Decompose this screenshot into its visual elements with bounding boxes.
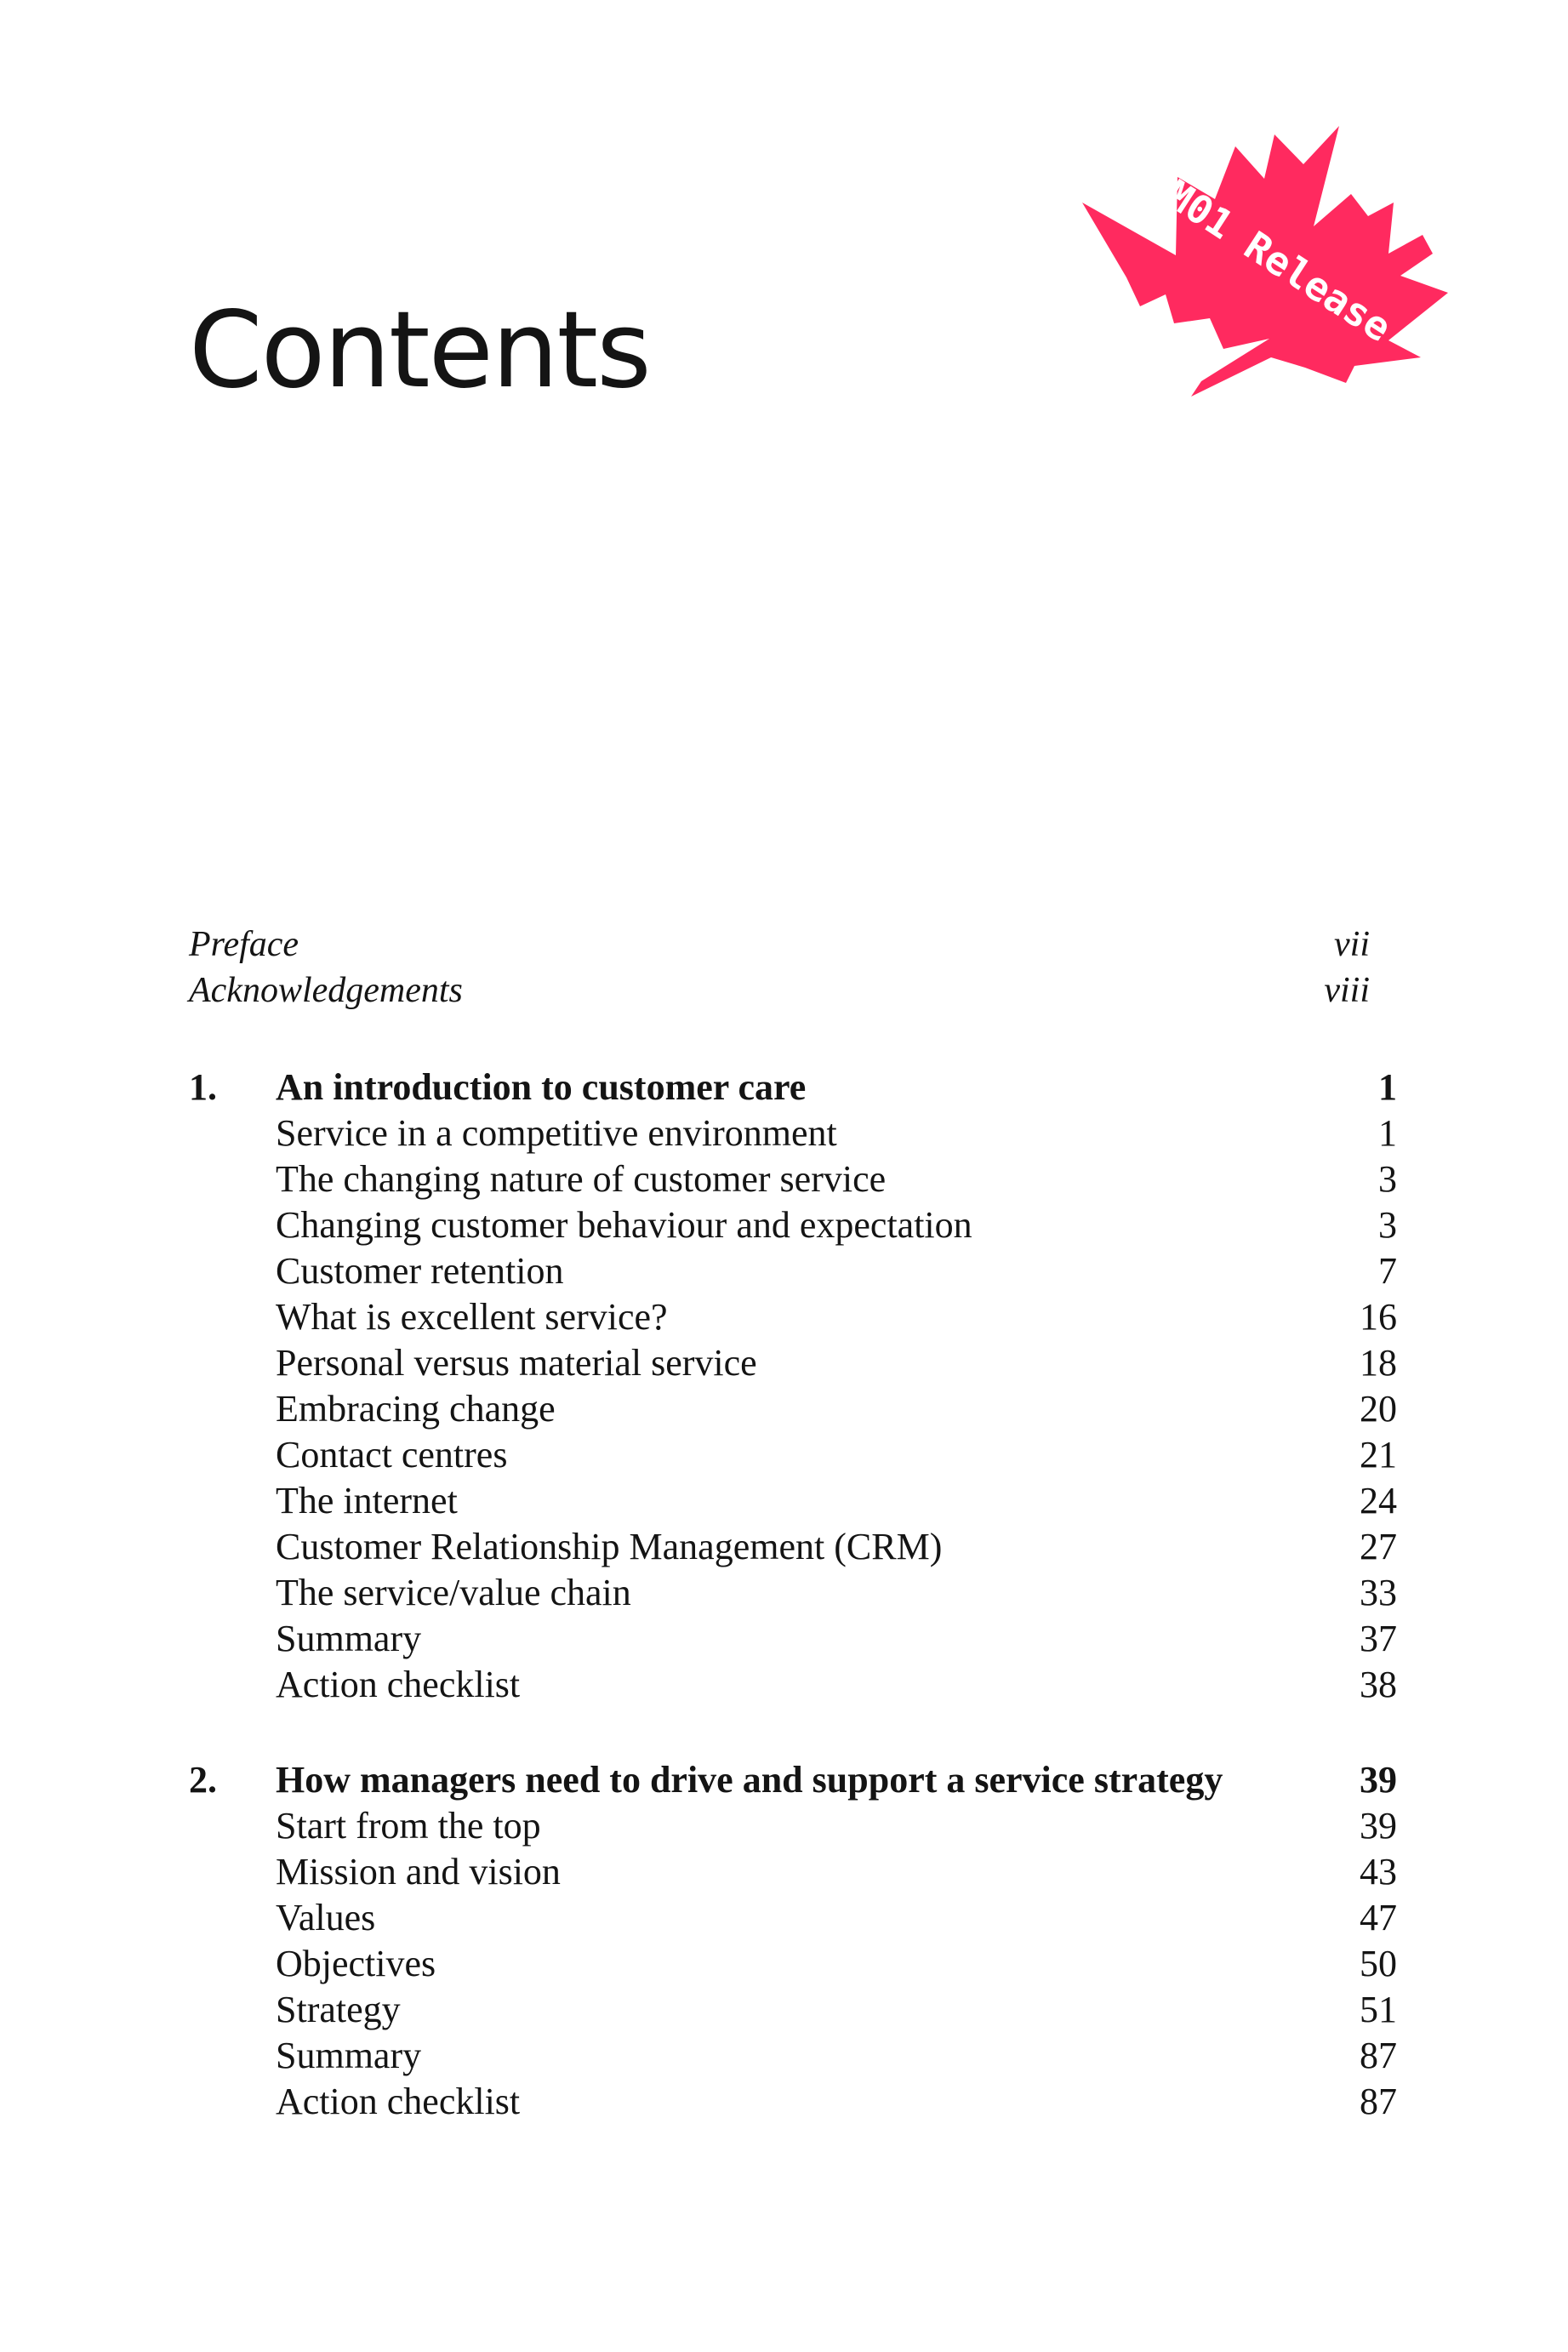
toc-item[interactable] xyxy=(189,1849,1397,1895)
toc-item[interactable] xyxy=(189,1895,1397,1941)
chapter-heading[interactable] xyxy=(189,1757,1397,1803)
toc-entry-label: Action checklist xyxy=(276,1664,521,1705)
toc-entry-label: Contact centres xyxy=(276,1434,508,1476)
toc-item[interactable] xyxy=(189,1248,1397,1294)
toc-page-number: 87 xyxy=(1360,2035,1397,2076)
toc-entry-label: Values xyxy=(276,1897,376,1938)
toc-page-number: 39 xyxy=(1360,1805,1397,1847)
toc-page-number: 20 xyxy=(1360,1388,1397,1430)
toc-page-number: 3 xyxy=(1378,1158,1397,1200)
toc-item[interactable] xyxy=(189,1941,1397,1987)
toc-item[interactable] xyxy=(189,1110,1397,1156)
chapter-title: How managers need to drive and support a service strategy xyxy=(276,1759,1223,1801)
toc-entry-label: Embracing change xyxy=(276,1388,556,1430)
toc-entry-label: Personal versus material service xyxy=(276,1342,757,1384)
chapter-2 xyxy=(189,1757,1397,2125)
toc-page-number: 50 xyxy=(1360,1943,1397,1984)
toc-page-number: 51 xyxy=(1360,1989,1397,2030)
toc-item[interactable] xyxy=(189,1616,1397,1662)
toc-item[interactable] xyxy=(189,1803,1397,1849)
toc-page-number: 24 xyxy=(1360,1480,1397,1521)
toc-entry-label: Preface xyxy=(189,925,299,964)
toc-entry-label: Acknowledgements xyxy=(189,971,463,1010)
toc-entry-label: Service in a competitive environment xyxy=(276,1112,837,1154)
toc-entry-label: Mission and vision xyxy=(276,1851,561,1892)
page-title: Contents xyxy=(189,289,650,412)
toc-entry-label: Start from the top xyxy=(276,1805,541,1847)
toc-page-number: 7 xyxy=(1378,1250,1397,1292)
toc-page-number: 18 xyxy=(1360,1342,1397,1384)
toc-page-number: 21 xyxy=(1360,1434,1397,1476)
toc-item[interactable] xyxy=(189,1386,1397,1432)
toc-entry-label: Summary xyxy=(276,1618,422,1659)
toc-entry-label: Customer retention xyxy=(276,1250,564,1292)
toc-page-number: viii xyxy=(1324,971,1370,1010)
toc-page-number: 39 xyxy=(1360,1759,1397,1801)
chapter-1 xyxy=(189,1065,1397,1708)
toc-item[interactable] xyxy=(189,1294,1397,1340)
toc-entry-label: Strategy xyxy=(276,1989,401,2030)
toc-item[interactable] xyxy=(189,1202,1397,1248)
toc-item[interactable] xyxy=(189,1340,1397,1386)
toc-entry-label: What is excellent service? xyxy=(276,1296,668,1338)
stamp-label: M01 Release xyxy=(1157,170,1400,351)
toc-page-number: 37 xyxy=(1360,1618,1397,1659)
toc-item[interactable] xyxy=(189,1156,1397,1202)
toc-entry-label: Objectives xyxy=(276,1943,436,1984)
toc-item[interactable] xyxy=(189,1570,1397,1616)
chapter-number: 2. xyxy=(189,1759,217,1801)
front-matter-acknowledgements[interactable] xyxy=(189,968,1397,1013)
toc-item[interactable] xyxy=(189,1524,1397,1570)
toc-page-number: 47 xyxy=(1360,1897,1397,1938)
chapter-number: 1. xyxy=(189,1066,217,1108)
table-of-contents xyxy=(189,922,1397,2174)
toc-entry-label: Summary xyxy=(276,2035,422,2076)
toc-item[interactable] xyxy=(189,1432,1397,1478)
toc-page-number: 43 xyxy=(1360,1851,1397,1892)
chapter-title: An introduction to customer care xyxy=(276,1066,807,1108)
toc-item[interactable] xyxy=(189,1478,1397,1524)
toc-entry-label: Changing customer behaviour and expectation xyxy=(276,1204,972,1246)
toc-item[interactable] xyxy=(189,1662,1397,1708)
toc-page-number: 1 xyxy=(1378,1112,1397,1154)
toc-item[interactable] xyxy=(189,1987,1397,2033)
toc-entry-label: The changing nature of customer service xyxy=(276,1158,887,1200)
toc-page-number: 38 xyxy=(1360,1664,1397,1705)
toc-entry-label: Action checklist xyxy=(276,2081,521,2122)
toc-page-number: 1 xyxy=(1378,1066,1397,1108)
toc-entry-label: The internet xyxy=(276,1480,458,1521)
toc-page-number: 16 xyxy=(1360,1296,1397,1338)
chapter-heading[interactable] xyxy=(189,1065,1397,1110)
spacer xyxy=(189,1013,1397,1065)
toc-page-number: vii xyxy=(1334,925,1370,964)
toc-entry-label: The service/value chain xyxy=(276,1572,631,1613)
maple-leaf-stamp xyxy=(1074,126,1448,483)
toc-item[interactable] xyxy=(189,2079,1397,2125)
toc-page-number: 3 xyxy=(1378,1204,1397,1246)
toc-entry-label: Customer Relationship Management (CRM) xyxy=(276,1526,943,1567)
front-matter-preface[interactable] xyxy=(189,922,1397,968)
toc-page-number: 33 xyxy=(1360,1572,1397,1613)
toc-item[interactable] xyxy=(189,2033,1397,2079)
toc-page-number: 87 xyxy=(1360,2081,1397,2122)
toc-page-number: 27 xyxy=(1360,1526,1397,1567)
